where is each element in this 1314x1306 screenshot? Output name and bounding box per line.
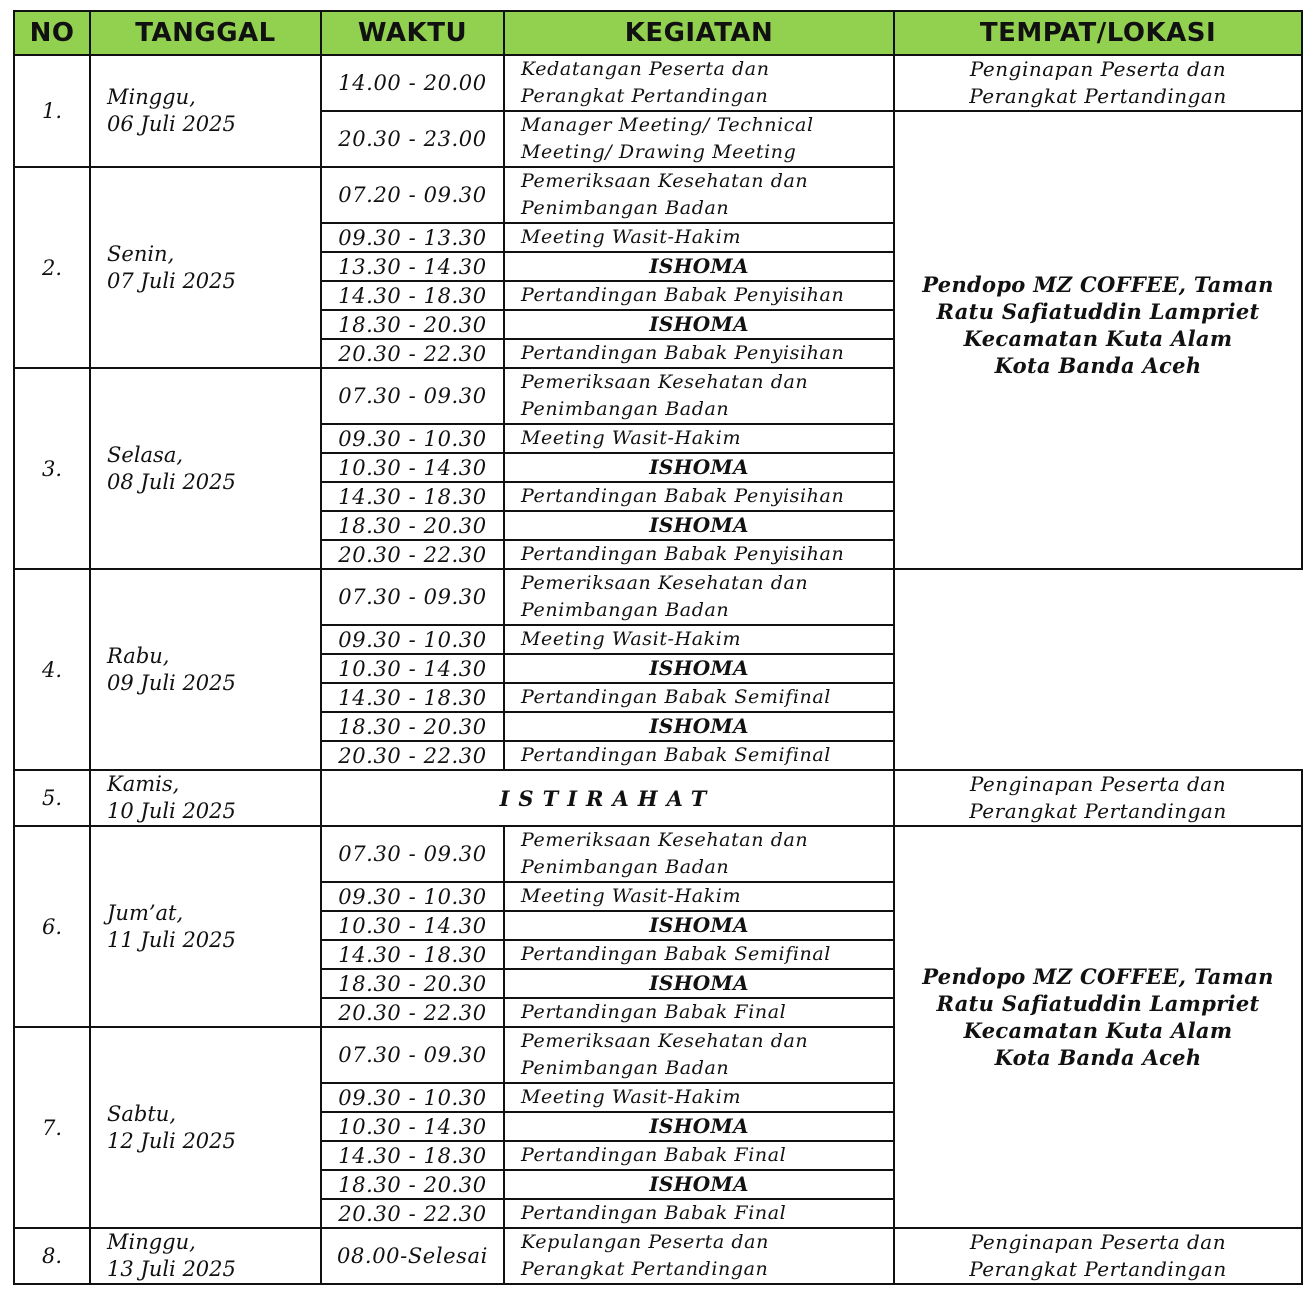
table-row [14, 55, 1302, 111]
row-number: 3. [14, 368, 90, 569]
row-number: 6. [14, 826, 90, 1027]
text-line: Perangkat Pertandingan [969, 1257, 1227, 1281]
time-cell: 09.30 - 10.30 [321, 1083, 504, 1112]
text-line: Penginapan Peserta dan [969, 1230, 1227, 1254]
time-cell: 07.30 - 09.30 [321, 1027, 504, 1083]
text-line: Pertandingan Babak Penyisihan [521, 543, 845, 565]
time-cell: 20.30 - 22.30 [321, 741, 504, 770]
text-line: Sabtu, [107, 1101, 176, 1126]
activity-cell [504, 625, 894, 654]
text-line: Penimbangan Badan [521, 197, 730, 219]
time-cell: 18.30 - 20.30 [321, 712, 504, 741]
text-line: ISHOMA [649, 312, 749, 336]
text-line: Perangkat Pertandingan [969, 84, 1227, 108]
header-tanggal: TANGGAL [90, 11, 321, 55]
table-row [14, 569, 1302, 625]
text-line: Pertandingan Babak Semifinal [521, 686, 831, 708]
text-line: Pertandingan Babak Semifinal [521, 943, 831, 965]
text-line: Pemeriksaan Kesehatan dan [521, 1030, 809, 1052]
text-line: Kota Banda Aceh [994, 1045, 1202, 1070]
text-line: Senin, [107, 241, 175, 266]
time-cell: 07.30 - 09.30 [321, 368, 504, 424]
text-line: Ratu Safiatuddin Lampriet [936, 299, 1260, 324]
time-cell: 14.30 - 18.30 [321, 482, 504, 511]
activity-cell [504, 1228, 894, 1284]
time-cell: 18.30 - 20.30 [321, 1170, 504, 1199]
time-cell: 09.30 - 10.30 [321, 625, 504, 654]
text-line: 11 Juli 2025 [107, 927, 236, 952]
time-cell: 07.30 - 09.30 [321, 826, 504, 882]
text-line: Manager Meeting/ Technical [521, 114, 814, 136]
text-line: Kedatangan Peserta dan [521, 58, 770, 80]
text-line: Selasa, [107, 442, 184, 467]
text-line: Meeting Wasit-Hakim [521, 226, 742, 248]
table-row [14, 770, 1302, 826]
time-cell: 20.30 - 22.30 [321, 339, 504, 368]
activity-cell [504, 569, 894, 625]
text-line: Minggu, [107, 85, 196, 109]
row-number: 1. [14, 55, 90, 167]
activity-cell [504, 281, 894, 310]
time-cell: 14.30 - 18.30 [321, 281, 504, 310]
header-waktu: WAKTU [321, 11, 504, 55]
text-line: Kecamatan Kuta Alam [963, 1018, 1233, 1043]
row-number: 7. [14, 1027, 90, 1228]
time-cell: 13.30 - 14.30 [321, 252, 504, 281]
text-line: Kepulangan Peserta dan [521, 1231, 769, 1253]
break-cell [504, 712, 894, 741]
text-line: Ratu Safiatuddin Lampriet [936, 991, 1260, 1016]
activity-cell [504, 167, 894, 223]
header-kegiatan: KEGIATAN [504, 11, 894, 55]
text-line: 07 Juli 2025 [107, 268, 236, 293]
time-cell: 07.20 - 09.30 [321, 167, 504, 223]
text-line: ISHOMA [649, 513, 749, 537]
activity-cell [504, 940, 894, 969]
header-no: NO [14, 11, 90, 55]
time-cell: 09.30 - 10.30 [321, 424, 504, 453]
text-line: Pertandingan Babak Final [521, 1001, 787, 1023]
text-line: Pemeriksaan Kesehatan dan [521, 829, 809, 851]
text-line: Penimbangan Badan [521, 1057, 730, 1079]
break-cell [504, 252, 894, 281]
break-cell [504, 911, 894, 940]
time-cell: 18.30 - 20.30 [321, 310, 504, 339]
location-cell [894, 111, 1302, 569]
text-line: Meeting Wasit-Hakim [521, 628, 742, 650]
break-cell [504, 511, 894, 540]
text-line: ISHOMA [649, 971, 749, 995]
text-line: Perangkat Pertandingan [969, 799, 1227, 823]
text-line: Pertandingan Babak Semifinal [521, 744, 831, 766]
text-line: Pemeriksaan Kesehatan dan [521, 371, 809, 393]
activity-cell [504, 223, 894, 252]
break-cell [504, 1170, 894, 1199]
text-line: 08 Juli 2025 [107, 469, 236, 494]
activity-cell [504, 1141, 894, 1170]
date-cell [90, 368, 321, 569]
text-line: Kecamatan Kuta Alam [963, 326, 1233, 351]
activity-cell [504, 540, 894, 569]
text-line: Meeting/ Drawing Meeting [521, 141, 797, 163]
time-cell: 08.00-Selesai [321, 1228, 504, 1284]
activity-cell [504, 424, 894, 453]
break-cell [504, 969, 894, 998]
rest-day-cell: ISTIRAHAT [321, 770, 894, 826]
text-line: Rabu, [107, 643, 170, 668]
text-line: Pertandingan Babak Final [521, 1144, 787, 1166]
activity-cell [504, 1083, 894, 1112]
time-cell: 20.30 - 23.00 [321, 111, 504, 167]
text-line: 10 Juli 2025 [107, 799, 236, 823]
time-cell: 10.30 - 14.30 [321, 654, 504, 683]
text-line: Pemeriksaan Kesehatan dan [521, 170, 809, 192]
text-line: ISHOMA [649, 254, 749, 278]
time-cell: 10.30 - 14.30 [321, 453, 504, 482]
text-line: Penginapan Peserta dan [969, 772, 1227, 796]
header-row [14, 11, 1302, 55]
activity-cell [504, 368, 894, 424]
time-cell: 09.30 - 13.30 [321, 223, 504, 252]
schedule-table [13, 10, 1303, 1285]
text-line: Penimbangan Badan [521, 856, 730, 878]
time-cell: 09.30 - 10.30 [321, 882, 504, 911]
text-line: ISHOMA [649, 656, 749, 680]
activity-cell [504, 1199, 894, 1228]
time-cell: 14.30 - 18.30 [321, 1141, 504, 1170]
location-cell [894, 55, 1302, 111]
date-cell [90, 569, 321, 770]
row-number: 8. [14, 1228, 90, 1284]
activity-cell [504, 482, 894, 511]
time-cell: 10.30 - 14.30 [321, 911, 504, 940]
activity-cell [504, 1027, 894, 1083]
date-cell [90, 1027, 321, 1228]
text-line: ISHOMA [649, 714, 749, 738]
date-cell [90, 167, 321, 368]
time-cell: 20.30 - 22.30 [321, 1199, 504, 1228]
location-cell [894, 770, 1302, 826]
text-line: Meeting Wasit-Hakim [521, 1086, 742, 1108]
text-line: Minggu, [107, 1230, 196, 1254]
location-cell [894, 1228, 1302, 1284]
date-cell [90, 826, 321, 1027]
activity-cell [504, 882, 894, 911]
break-cell [504, 654, 894, 683]
time-cell: 18.30 - 20.30 [321, 969, 504, 998]
activity-cell [504, 998, 894, 1027]
break-cell [504, 310, 894, 339]
location-cell [894, 826, 1302, 1228]
text-line: ISHOMA [649, 1114, 749, 1138]
time-cell: 14.00 - 20.00 [321, 55, 504, 111]
text-line: Pertandingan Babak Final [521, 1202, 787, 1224]
table-row [14, 1228, 1302, 1284]
text-line: Pendopo MZ COFFEE, Taman [922, 964, 1274, 989]
text-line: Perangkat Pertandingan [521, 85, 769, 107]
text-line: Perangkat Pertandingan [521, 1258, 769, 1280]
time-cell: 07.30 - 09.30 [321, 569, 504, 625]
text-line: ISHOMA [649, 913, 749, 937]
break-cell [504, 453, 894, 482]
schedule-body [14, 55, 1302, 1284]
header-tempat: TEMPAT/LOKASI [894, 11, 1302, 55]
row-number: 5. [14, 770, 90, 826]
activity-cell [504, 826, 894, 882]
text-line: Meeting Wasit-Hakim [521, 427, 742, 449]
text-line: Pendopo MZ COFFEE, Taman [922, 272, 1274, 297]
text-line: 12 Juli 2025 [107, 1128, 236, 1153]
text-line: Penimbangan Badan [521, 599, 730, 621]
table-row [14, 826, 1302, 882]
activity-cell [504, 339, 894, 368]
date-cell [90, 1228, 321, 1284]
time-cell: 14.30 - 18.30 [321, 940, 504, 969]
text-line: Pemeriksaan Kesehatan dan [521, 572, 809, 594]
text-line: 06 Juli 2025 [107, 112, 236, 136]
text-line: 13 Juli 2025 [107, 1257, 236, 1281]
activity-cell [504, 741, 894, 770]
text-line: Pertandingan Babak Penyisihan [521, 485, 845, 507]
activity-cell [504, 55, 894, 111]
break-cell [504, 1112, 894, 1141]
time-cell: 20.30 - 22.30 [321, 540, 504, 569]
text-line: 09 Juli 2025 [107, 670, 236, 695]
activity-cell [504, 683, 894, 712]
text-line: Jum’at, [107, 900, 184, 925]
text-line: Pertandingan Babak Penyisihan [521, 284, 845, 306]
row-number: 2. [14, 167, 90, 368]
date-cell [90, 770, 321, 826]
time-cell: 10.30 - 14.30 [321, 1112, 504, 1141]
date-cell [90, 55, 321, 167]
text-line: Penimbangan Badan [521, 398, 730, 420]
time-cell: 18.30 - 20.30 [321, 511, 504, 540]
text-line: Pertandingan Babak Penyisihan [521, 342, 845, 364]
activity-cell [504, 111, 894, 167]
time-cell: 14.30 - 18.30 [321, 683, 504, 712]
time-cell: 20.30 - 22.30 [321, 998, 504, 1027]
text-line: Penginapan Peserta dan [969, 57, 1227, 81]
text-line: ISHOMA [649, 455, 749, 479]
text-line: Kamis, [107, 772, 180, 796]
text-line: Meeting Wasit-Hakim [521, 885, 742, 907]
row-number: 4. [14, 569, 90, 770]
text-line: ISHOMA [649, 1172, 749, 1196]
text-line: Kota Banda Aceh [994, 353, 1202, 378]
